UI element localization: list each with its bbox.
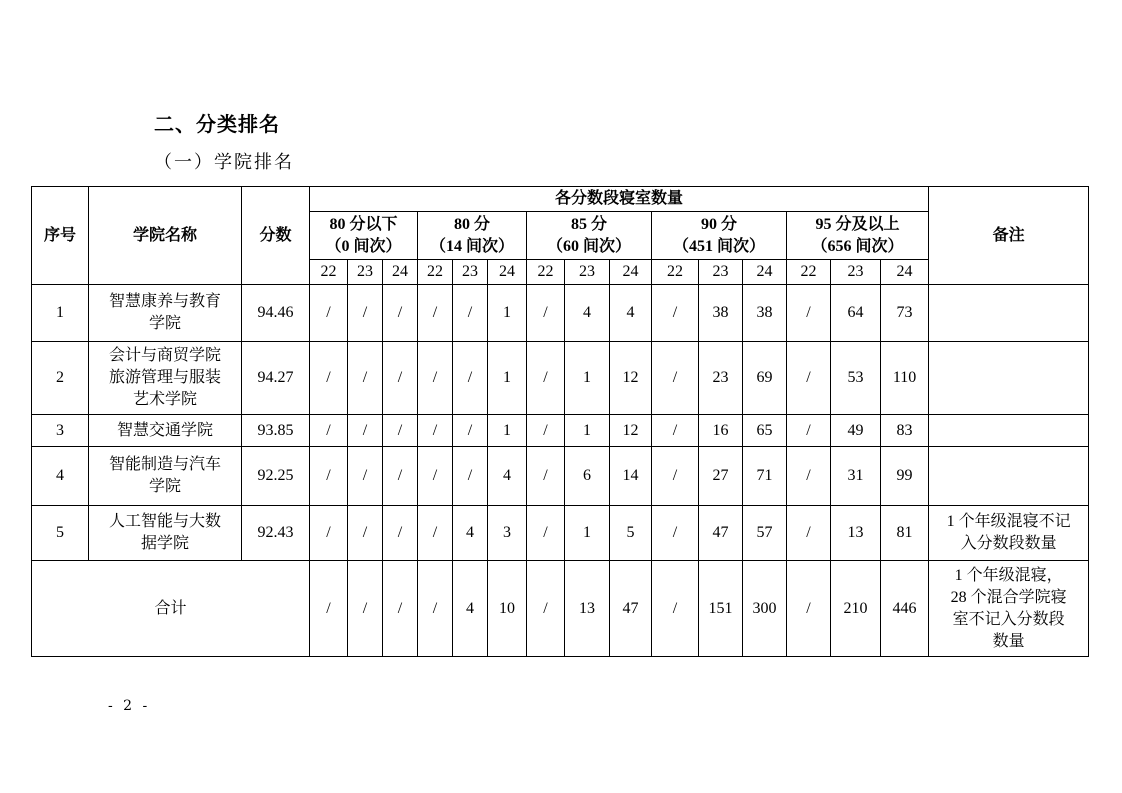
row-index: 4 (32, 447, 89, 506)
total-note (929, 561, 1089, 657)
table-row (32, 415, 1089, 447)
row-note (929, 415, 1089, 447)
college-name-line: 会计与商贸学院 (108, 347, 221, 364)
band-count-cell: 49 (831, 415, 881, 447)
note-line: 1 个年级混寝， (954, 566, 1063, 584)
header-band-3 (527, 212, 652, 260)
band-count-cell: 53 (831, 342, 881, 415)
total-count-cell: 446 (881, 561, 929, 657)
college-name (89, 285, 242, 342)
band-count-cell: 4 (453, 506, 488, 561)
college-name (89, 506, 242, 561)
header-year: 23 (453, 260, 488, 285)
band-label: 85 分 (570, 215, 607, 233)
note-line: 28 个混合学院寝 (950, 588, 1067, 606)
header-score: 分数 (242, 187, 310, 285)
header-year: 24 (743, 260, 787, 285)
college-ranking-table (31, 186, 1089, 657)
header-year: 22 (310, 260, 348, 285)
header-year: 24 (610, 260, 652, 285)
band-count-cell: / (453, 285, 488, 342)
band-count-cell: 5 (610, 506, 652, 561)
band-count-cell: / (527, 447, 565, 506)
band-count-cell: 12 (610, 342, 652, 415)
band-count-cell: / (652, 342, 699, 415)
total-count-cell: / (418, 561, 453, 657)
band-count-cell: / (453, 447, 488, 506)
band-count-cell: / (348, 415, 383, 447)
band-count-cell: / (527, 342, 565, 415)
band-label: 80 分以下 (329, 215, 398, 233)
total-count-cell: 10 (488, 561, 527, 657)
college-name-line: 智慧交通学院 (116, 421, 213, 439)
band-count-cell: 31 (831, 447, 881, 506)
header-year: 22 (418, 260, 453, 285)
college-score: 94.27 (242, 342, 310, 415)
band-label: 95 分及以上 (815, 215, 900, 233)
total-count-cell: / (527, 561, 565, 657)
total-count-cell: 13 (565, 561, 610, 657)
band-count-cell: 4 (565, 285, 610, 342)
band-count-cell: 110 (881, 342, 929, 415)
band-count-cell: / (787, 342, 831, 415)
band-count-cell: / (418, 506, 453, 561)
band-label: 80 分 (453, 215, 490, 233)
band-count-cell: 14 (610, 447, 652, 506)
header-index: 序号 (32, 187, 89, 285)
band-count-cell: / (418, 447, 453, 506)
band-count-cell: 73 (881, 285, 929, 342)
band-count-cell: / (383, 415, 418, 447)
band-count-cell: / (310, 415, 348, 447)
row-note (929, 506, 1089, 561)
band-count-cell: / (418, 415, 453, 447)
band-count-cell: 99 (881, 447, 929, 506)
band-count-cell: / (652, 506, 699, 561)
college-name-line: 艺术学院 (132, 391, 197, 408)
header-year: 22 (527, 260, 565, 285)
total-count-cell: 151 (699, 561, 743, 657)
row-note (929, 342, 1089, 415)
band-count-cell: 1 (565, 342, 610, 415)
note-line: 数量 (992, 632, 1025, 650)
header-year: 22 (652, 260, 699, 285)
row-index: 3 (32, 415, 89, 447)
header-band-5 (787, 212, 929, 260)
row-note (929, 447, 1089, 506)
band-count-cell: 4 (610, 285, 652, 342)
band-count-cell: / (527, 285, 565, 342)
band-count-cell: 1 (488, 285, 527, 342)
header-year: 24 (488, 260, 527, 285)
header-band-2 (418, 212, 527, 260)
band-count: （14 间次） (429, 237, 514, 255)
band-count-cell: 57 (743, 506, 787, 561)
total-count-cell: 300 (743, 561, 787, 657)
band-count-cell: 65 (743, 415, 787, 447)
college-score: 92.25 (242, 447, 310, 506)
header-year: 23 (348, 260, 383, 285)
band-count-cell: 27 (699, 447, 743, 506)
band-count-cell: / (348, 447, 383, 506)
college-name-line: 学院 (148, 478, 181, 495)
band-count: （451 间次） (672, 237, 765, 255)
band-count-cell: 1 (565, 415, 610, 447)
band-count: （0 间次） (325, 237, 402, 255)
band-count-cell: / (527, 415, 565, 447)
table-row (32, 342, 1089, 415)
college-name (89, 447, 242, 506)
band-count-cell: / (418, 285, 453, 342)
total-count-cell: / (787, 561, 831, 657)
band-count-cell: / (787, 285, 831, 342)
row-index: 2 (32, 342, 89, 415)
band-count: （60 间次） (546, 237, 631, 255)
band-count-cell: 83 (881, 415, 929, 447)
band-count-cell: 3 (488, 506, 527, 561)
band-count-cell: 6 (565, 447, 610, 506)
band-count-cell: / (652, 415, 699, 447)
college-name-line: 智能制造与汽车 (108, 456, 221, 473)
college-score: 93.85 (242, 415, 310, 447)
college-score: 94.46 (242, 285, 310, 342)
band-count-cell: / (652, 285, 699, 342)
note-line: 入分数段数量 (960, 535, 1057, 552)
header-year: 24 (881, 260, 929, 285)
band-count-cell: 13 (831, 506, 881, 561)
band-count-cell: / (787, 447, 831, 506)
band-count-cell: / (787, 506, 831, 561)
total-count-cell: 47 (610, 561, 652, 657)
note-line: 1 个年级混寝不记 (946, 513, 1071, 530)
total-count-cell: / (383, 561, 418, 657)
band-count-cell: 16 (699, 415, 743, 447)
college-name-line: 旅游管理与服装 (108, 369, 221, 386)
header-year: 23 (565, 260, 610, 285)
band-count: （656 间次） (811, 237, 904, 255)
band-count-cell: / (787, 415, 831, 447)
band-count-cell: / (383, 447, 418, 506)
subsection-heading: （一）学院排名 (154, 152, 294, 173)
band-count-cell: 1 (565, 506, 610, 561)
header-year: 23 (831, 260, 881, 285)
band-count-cell: / (310, 285, 348, 342)
band-count-cell: / (527, 506, 565, 561)
band-count-cell: / (348, 285, 383, 342)
college-name-line: 据学院 (140, 535, 189, 552)
header-year: 24 (383, 260, 418, 285)
band-count-cell: 71 (743, 447, 787, 506)
total-count-cell: / (652, 561, 699, 657)
college-name-line: 学院 (148, 315, 181, 332)
college-score: 92.43 (242, 506, 310, 561)
band-count-cell: / (348, 506, 383, 561)
band-count-cell: 38 (743, 285, 787, 342)
band-count-cell: 4 (488, 447, 527, 506)
band-count-cell: / (310, 506, 348, 561)
college-name (89, 415, 242, 447)
band-count-cell: 47 (699, 506, 743, 561)
row-index: 5 (32, 506, 89, 561)
band-count-cell: / (383, 285, 418, 342)
table-row (32, 506, 1089, 561)
band-count-cell: 69 (743, 342, 787, 415)
note-line: 室不记入分数段 (952, 610, 1065, 628)
band-count-cell: 81 (881, 506, 929, 561)
band-count-cell: 1 (488, 342, 527, 415)
header-band-group: 各分数段寝室数量 (310, 187, 929, 212)
row-note (929, 285, 1089, 342)
band-count-cell: / (418, 342, 453, 415)
band-count-cell: / (310, 447, 348, 506)
college-name-line: 智慧康养与教育 (108, 293, 221, 310)
total-count-cell: / (348, 561, 383, 657)
table-row (32, 285, 1089, 342)
total-count-cell: 210 (831, 561, 881, 657)
band-count-cell: 38 (699, 285, 743, 342)
band-count-cell: 12 (610, 415, 652, 447)
header-note: 备注 (929, 187, 1089, 285)
college-name (89, 342, 242, 415)
band-count-cell: / (383, 342, 418, 415)
header-year: 22 (787, 260, 831, 285)
total-row (32, 561, 1089, 657)
band-count-cell: / (348, 342, 383, 415)
header-band-4 (652, 212, 787, 260)
total-count-cell: / (310, 561, 348, 657)
total-label: 合计 (32, 561, 310, 657)
band-count-cell: 23 (699, 342, 743, 415)
page-number: - 2 - (108, 698, 151, 714)
band-label: 90 分 (700, 215, 737, 233)
row-index: 1 (32, 285, 89, 342)
band-count-cell: / (453, 342, 488, 415)
band-count-cell: / (383, 506, 418, 561)
header-college: 学院名称 (89, 187, 242, 285)
total-count-cell: 4 (453, 561, 488, 657)
header-band-1 (310, 212, 418, 260)
section-heading: 二、分类排名 (154, 112, 280, 136)
band-count-cell: / (453, 415, 488, 447)
header-year: 23 (699, 260, 743, 285)
college-name-line: 人工智能与大数 (108, 513, 221, 530)
band-count-cell: / (310, 342, 348, 415)
band-count-cell: 1 (488, 415, 527, 447)
band-count-cell: / (652, 447, 699, 506)
table-row (32, 447, 1089, 506)
band-count-cell: 64 (831, 285, 881, 342)
